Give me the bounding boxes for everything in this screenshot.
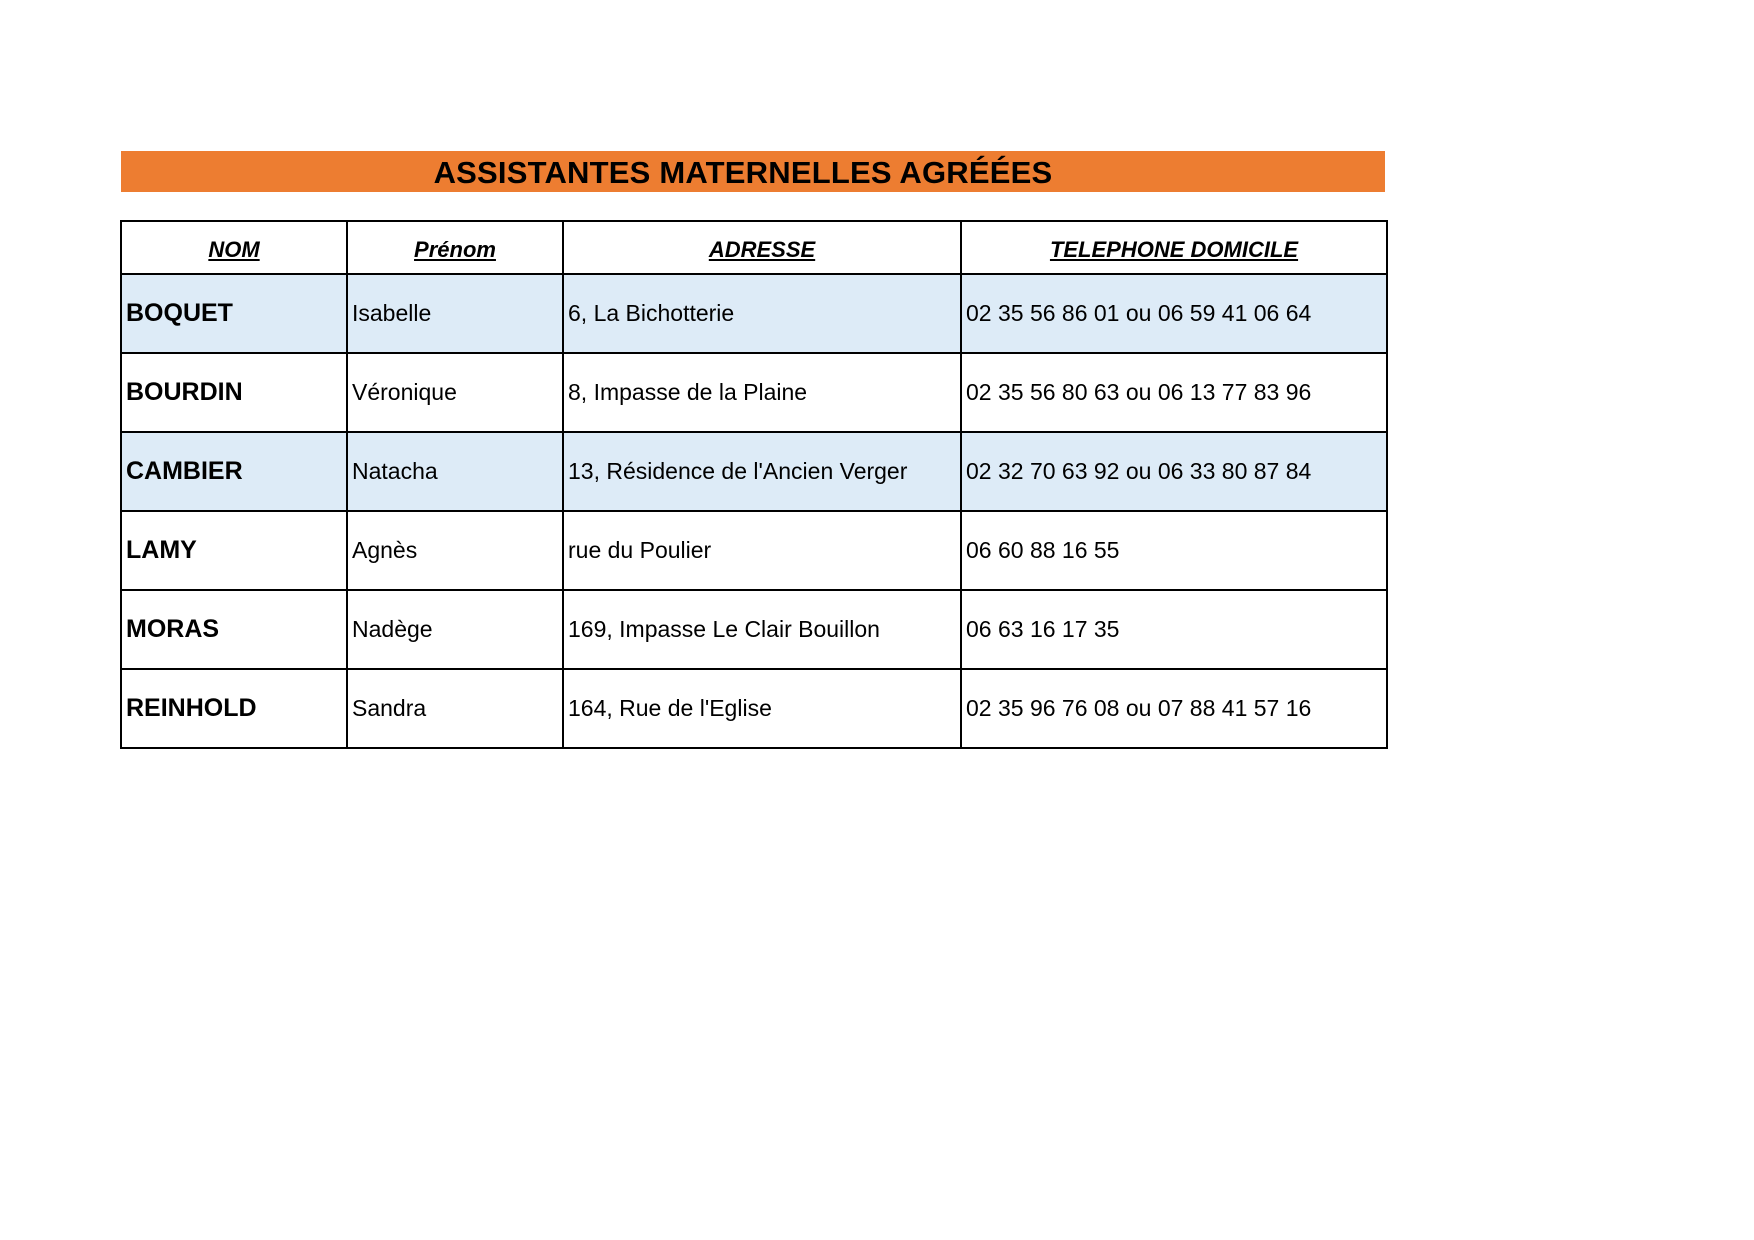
cell-adresse: 13, Résidence de l'Ancien Verger [563, 432, 961, 511]
table-row [121, 669, 1387, 748]
cell-nom: BOQUET [121, 274, 347, 353]
cell-prenom: Agnès [347, 511, 563, 590]
title-banner [121, 151, 1385, 192]
cell-nom: REINHOLD [121, 669, 347, 748]
cell-nom: MORAS [121, 590, 347, 669]
table-row [121, 432, 1387, 511]
cell-adresse: 164, Rue de l'Eglise [563, 669, 961, 748]
column-header-adresse: ADRESSE [563, 221, 961, 274]
cell-telephone: 02 32 70 63 92 ou 06 33 80 87 84 [961, 432, 1387, 511]
cell-telephone: 06 63 16 17 35 [961, 590, 1387, 669]
cell-adresse: rue du Poulier [563, 511, 961, 590]
cell-nom: CAMBIER [121, 432, 347, 511]
table-row [121, 353, 1387, 432]
table-header-row [121, 221, 1387, 274]
table-row [121, 511, 1387, 590]
cell-nom: BOURDIN [121, 353, 347, 432]
cell-telephone: 02 35 56 86 01 ou 06 59 41 06 64 [961, 274, 1387, 353]
table-row [121, 590, 1387, 669]
cell-telephone: 02 35 56 80 63 ou 06 13 77 83 96 [961, 353, 1387, 432]
column-header-nom: NOM [121, 221, 347, 274]
cell-prenom: Natacha [347, 432, 563, 511]
cell-nom: LAMY [121, 511, 347, 590]
column-header-telephone: TELEPHONE DOMICILE [961, 221, 1387, 274]
page-title: ASSISTANTES MATERNELLES AGRÉÉES [433, 154, 1053, 190]
cell-prenom: Nadège [347, 590, 563, 669]
cell-adresse: 8, Impasse de la Plaine [563, 353, 961, 432]
table-row [121, 274, 1387, 353]
cell-prenom: Sandra [347, 669, 563, 748]
cell-telephone: 02 35 96 76 08 ou 07 88 41 57 16 [961, 669, 1387, 748]
column-header-prenom: Prénom [347, 221, 563, 274]
cell-prenom: Véronique [347, 353, 563, 432]
cell-adresse: 6, La Bichotterie [563, 274, 961, 353]
cell-adresse: 169, Impasse Le Clair Bouillon [563, 590, 961, 669]
assistantes-table [120, 220, 1388, 749]
cell-telephone: 06 60 88 16 55 [961, 511, 1387, 590]
cell-prenom: Isabelle [347, 274, 563, 353]
